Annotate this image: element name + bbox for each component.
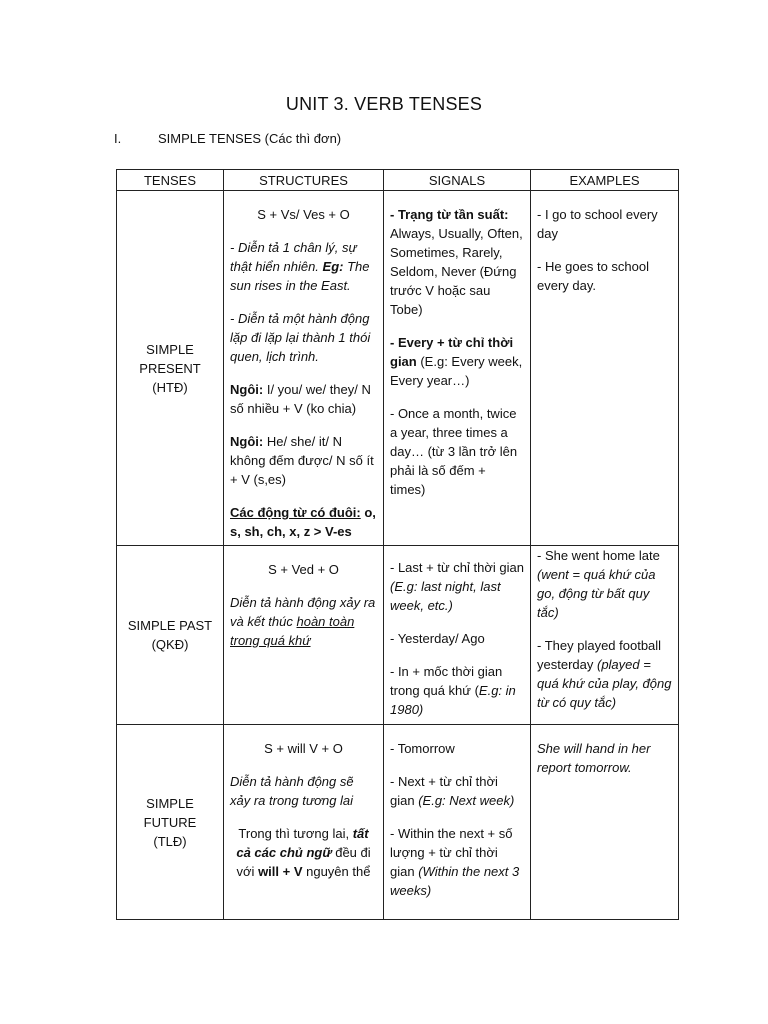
tense-name-line: FUTURE	[143, 814, 197, 830]
structure-cell	[224, 191, 384, 546]
example-item: She will hand in her report tomorrow.	[537, 741, 651, 775]
section-heading	[114, 131, 341, 146]
table-row	[117, 546, 679, 725]
signal-item: - Trạng từ tần suất: Always, Usually, Often, Sometimes, Rarely, Seldom, Never (Đứng trước V hoặc sau Tobe)	[390, 207, 523, 317]
signal-item: - Yesterday/ Ago	[390, 631, 485, 646]
table-row	[117, 191, 679, 546]
structure-usage: Diễn tả hành động sẽ xảy ra trong tương lai	[230, 774, 354, 808]
signal-item: - Next + từ chỉ thời gian (E.g: Next week)	[390, 774, 515, 808]
structure-note: Trong thì tương lai, tất cả các chủ ngữ đều đi với will + V nguyên thể	[236, 826, 371, 879]
signal-item: - In + mốc thời gian trong quá khứ (E.g: in 1980)	[390, 664, 516, 717]
structure-usage: - Diễn tả 1 chân lý, sự thật hiển nhiên. Eg: The sun rises in the East.	[230, 240, 370, 293]
tense-name-line: SIMPLE PAST	[127, 618, 213, 633]
structure-formula: S + Ved + O	[268, 562, 339, 577]
tense-name-cell	[117, 191, 224, 546]
signal-item: - Last + từ chỉ thời gian (E.g: last night, last week, etc.)	[390, 560, 524, 613]
tense-name-line: (QKĐ)	[151, 637, 189, 652]
header-signals: SIGNALS	[384, 170, 531, 191]
tense-name-cell	[117, 725, 224, 920]
structure-usage: Diễn tả hành động xảy ra và kết thúc hoàn toàn trong quá khứ	[230, 595, 376, 648]
examples-cell	[531, 546, 679, 725]
tenses-table	[116, 169, 679, 920]
example-item: - She went home late (went = quá khứ của go, động từ bất quy tắc)	[537, 548, 660, 620]
structure-cell	[224, 725, 384, 920]
signal-item: - Every + từ chỉ thời gian (E.g: Every week, Every year…)	[390, 335, 523, 388]
header-structures: STRUCTURES	[224, 170, 384, 191]
signal-item: - Tomorrow	[390, 741, 455, 756]
structure-cell	[224, 546, 384, 725]
structure-endings-rule: Các động từ có đuôi: o, s, sh, ch, x, z > V-es	[230, 505, 376, 539]
section-label: SIMPLE TENSES (Các thì đơn)	[158, 131, 342, 146]
structure-usage: - Diễn tả một hành động lặp đi lặp lại thành 1 thói quen, lịch trình.	[230, 311, 371, 364]
tense-name-line: SIMPLE	[146, 341, 194, 357]
section-number: I.	[114, 131, 122, 146]
header-tenses: TENSES	[117, 170, 224, 191]
signals-cell	[384, 725, 531, 920]
header-examples: EXAMPLES	[531, 170, 679, 191]
signal-item: - Once a month, twice a year, three times a day… (từ 3 lần trở lên phải là số đếm + times)	[390, 406, 518, 497]
example-item: - They played football yesterday (played = quá khứ của play, động từ có quy tắc)	[537, 638, 672, 710]
examples-cell	[531, 191, 679, 546]
signals-cell	[384, 191, 531, 546]
structure-person-rule: Ngôi: I/ you/ we/ they/ N số nhiều + V (ko chia)	[230, 382, 371, 416]
page-title: UNIT 3. VERB TENSES	[285, 94, 483, 114]
table-row	[117, 725, 679, 920]
example-item: - He goes to school every day.	[537, 259, 650, 293]
example-item: - I go to school every day	[537, 207, 658, 241]
structure-person-rule: Ngôi: He/ she/ it/ N không đếm được/ N số ít + V (s,es)	[230, 434, 374, 487]
examples-cell	[531, 725, 679, 920]
tense-name-line: (HTĐ)	[152, 379, 188, 395]
structure-formula: S + will V + O	[264, 741, 343, 756]
tense-name-line: (TLĐ)	[153, 833, 187, 849]
tense-name-line: SIMPLE	[146, 795, 194, 811]
table-header-row	[117, 170, 679, 191]
signals-cell	[384, 546, 531, 725]
tense-name-cell	[117, 546, 224, 725]
tense-name-line: PRESENT	[139, 360, 201, 376]
structure-formula: S + Vs/ Ves + O	[257, 207, 350, 222]
signal-item: - Within the next + số lượng + từ chỉ thời gian (Within the next 3 weeks)	[390, 826, 520, 898]
